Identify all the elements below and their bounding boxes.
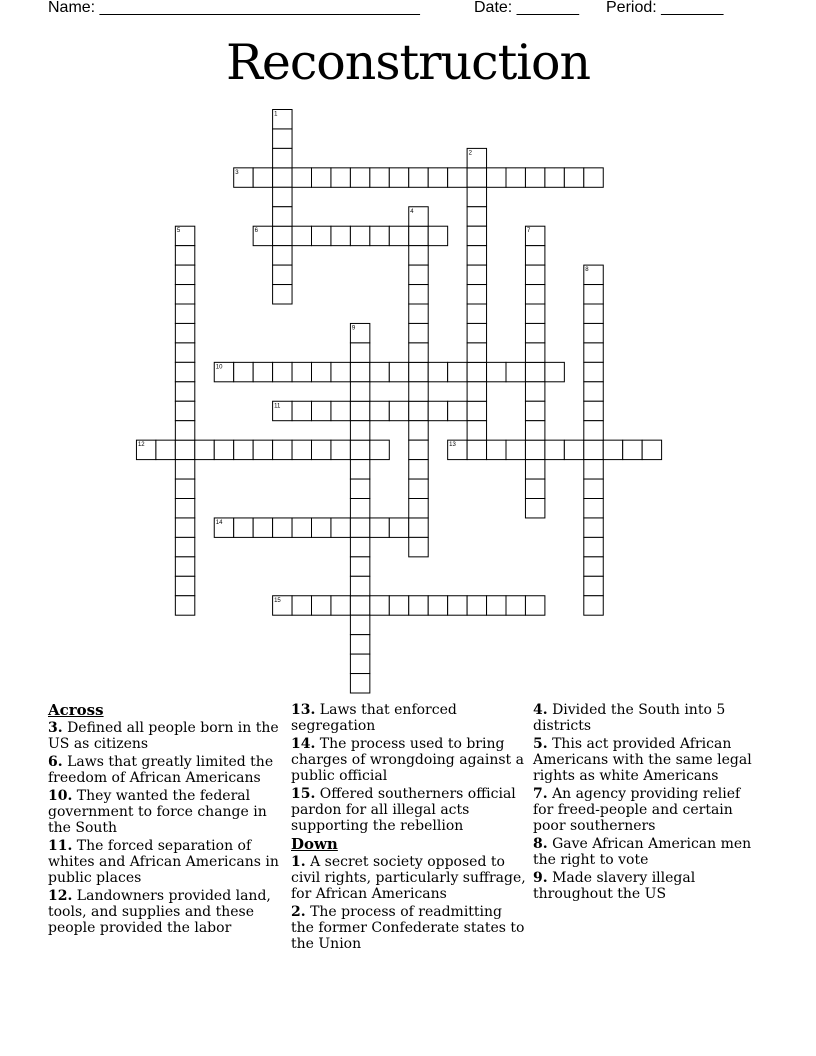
grid-cell[interactable] <box>467 187 486 206</box>
clue-text: The process used to bring charges of wrongdoing against a public official <box>291 736 524 784</box>
grid-cell[interactable] <box>467 343 486 362</box>
clue-number: 14. <box>291 736 316 752</box>
grid-cell[interactable] <box>409 460 428 479</box>
cell-number: 7 <box>526 228 531 235</box>
grid-cell[interactable] <box>389 226 408 245</box>
clue-text: The process of readmitting the former Confederate states to the Union <box>291 904 525 952</box>
grid-cell[interactable] <box>525 479 544 498</box>
grid-cell[interactable] <box>448 596 467 615</box>
grid-cell[interactable] <box>564 440 583 459</box>
grid-cell[interactable] <box>467 285 486 304</box>
grid-cell[interactable] <box>370 401 389 420</box>
grid-cell[interactable] <box>467 323 486 342</box>
grid-cell[interactable] <box>175 401 194 420</box>
grid-cell[interactable] <box>467 382 486 401</box>
clue-number: 13. <box>291 702 316 718</box>
grid-cell[interactable] <box>273 362 292 381</box>
grid-cell[interactable] <box>525 285 544 304</box>
grid-cell[interactable] <box>525 168 544 187</box>
grid-cell[interactable] <box>350 440 369 459</box>
grid-cell[interactable] <box>525 343 544 362</box>
grid-cell[interactable] <box>331 226 350 245</box>
grid-cell[interactable] <box>234 440 253 459</box>
grid-cell[interactable] <box>175 460 194 479</box>
grid-cell[interactable] <box>409 479 428 498</box>
grid-cell[interactable] <box>467 421 486 440</box>
grid-cell[interactable] <box>273 226 292 245</box>
grid-cell[interactable] <box>584 421 603 440</box>
name-field[interactable]: Name: ____________________________________ <box>48 0 420 16</box>
grid-cell[interactable] <box>312 168 331 187</box>
grid-cell[interactable] <box>350 674 369 693</box>
grid-cell[interactable] <box>584 343 603 362</box>
grid-cell[interactable] <box>467 596 486 615</box>
clues-column-3 <box>533 702 763 904</box>
grid-cell[interactable] <box>409 401 428 420</box>
grid-cell[interactable] <box>525 265 544 284</box>
grid-cell[interactable] <box>175 557 194 576</box>
grid-cell[interactable] <box>584 460 603 479</box>
grid-cell[interactable] <box>545 168 564 187</box>
period-field[interactable]: Period: _______ <box>606 0 724 16</box>
grid-cell[interactable] <box>467 362 486 381</box>
grid-cell[interactable] <box>584 285 603 304</box>
grid-cell[interactable] <box>525 362 544 381</box>
grid-cell[interactable] <box>253 440 272 459</box>
grid-cell[interactable] <box>525 323 544 342</box>
grid-cell[interactable] <box>273 207 292 226</box>
grid-cell[interactable] <box>409 382 428 401</box>
grid-cell[interactable] <box>584 537 603 556</box>
clue-text: Gave African American men the right to vote <box>533 836 752 868</box>
grid-cell[interactable] <box>350 343 369 362</box>
grid-cell[interactable] <box>409 285 428 304</box>
clue-number: 11. <box>48 838 73 854</box>
cell-number: 13 <box>449 442 456 449</box>
grid-cell[interactable] <box>331 518 350 537</box>
clue-item <box>48 788 284 836</box>
grid-cell[interactable] <box>409 421 428 440</box>
grid-cell[interactable] <box>253 168 272 187</box>
grid-cell[interactable] <box>175 499 194 518</box>
grid-cell[interactable] <box>409 362 428 381</box>
grid-cell[interactable] <box>642 440 661 459</box>
grid-cell[interactable] <box>175 246 194 265</box>
grid-cell[interactable] <box>584 479 603 498</box>
clue-item <box>48 720 284 752</box>
grid-cell[interactable] <box>175 440 194 459</box>
grid-cell[interactable] <box>409 518 428 537</box>
clue-number: 15. <box>291 786 316 802</box>
cell-number: 14 <box>215 519 223 526</box>
grid-cell[interactable] <box>370 440 389 459</box>
grid-cell[interactable] <box>525 246 544 265</box>
grid-cell[interactable] <box>467 440 486 459</box>
grid-cell[interactable] <box>409 226 428 245</box>
grid-cell[interactable] <box>292 440 311 459</box>
clue-number: 8. <box>533 836 548 852</box>
clue-number: 3. <box>48 720 63 736</box>
grid-cell[interactable] <box>370 596 389 615</box>
clue-number: 5. <box>533 736 548 752</box>
cell-number: 3 <box>235 169 239 176</box>
clue-item <box>533 786 763 834</box>
grid-cell[interactable] <box>175 265 194 284</box>
grid-cell[interactable] <box>350 635 369 654</box>
grid-cell[interactable] <box>331 401 350 420</box>
grid-cell[interactable] <box>292 518 311 537</box>
grid-cell[interactable] <box>370 362 389 381</box>
clue-item <box>533 836 763 868</box>
grid-cell[interactable] <box>370 168 389 187</box>
clue-text: A secret society opposed to civil rights, particularly suffrage, for African Americans <box>291 854 526 902</box>
clue-item <box>291 854 527 902</box>
cell-number: 12 <box>137 442 145 449</box>
grid-cell[interactable] <box>409 246 428 265</box>
grid-cell[interactable] <box>467 226 486 245</box>
grid-cell[interactable] <box>409 265 428 284</box>
across-heading: Across <box>48 701 104 719</box>
grid-cell[interactable] <box>428 168 447 187</box>
cell-number: 4 <box>410 208 414 215</box>
grid-cell[interactable] <box>525 499 544 518</box>
grid-cell[interactable] <box>350 382 369 401</box>
clues-column-1 <box>48 702 284 938</box>
grid-cell[interactable] <box>448 362 467 381</box>
grid-cell[interactable] <box>389 401 408 420</box>
grid-cell[interactable] <box>409 323 428 342</box>
grid-cell[interactable] <box>389 596 408 615</box>
grid-cell[interactable] <box>584 382 603 401</box>
grid-cell[interactable] <box>409 343 428 362</box>
page-title: Reconstruction <box>225 34 591 91</box>
clue-item <box>533 736 763 784</box>
grid-cell[interactable] <box>409 499 428 518</box>
grid-cell[interactable] <box>350 168 369 187</box>
cell-number: 10 <box>215 364 223 371</box>
grid-cell[interactable] <box>409 168 428 187</box>
grid-cell[interactable] <box>409 304 428 323</box>
grid-cell[interactable] <box>175 382 194 401</box>
grid-cell[interactable] <box>584 499 603 518</box>
grid-cell[interactable] <box>525 596 544 615</box>
grid-cell[interactable] <box>428 226 447 245</box>
clue-text: Laws that enforced segregation <box>291 702 457 734</box>
grid-cell[interactable] <box>525 382 544 401</box>
grid-cell[interactable] <box>175 479 194 498</box>
clue-number: 1. <box>291 854 306 870</box>
grid-cell[interactable] <box>234 362 253 381</box>
grid-cell[interactable] <box>273 265 292 284</box>
grid-cell[interactable] <box>331 168 350 187</box>
grid-cell[interactable] <box>331 596 350 615</box>
clue-text: Divided the South into 5 districts <box>533 702 726 734</box>
grid-cell[interactable] <box>175 518 194 537</box>
grid-cell[interactable] <box>525 304 544 323</box>
grid-cell[interactable] <box>273 129 292 148</box>
grid-cell[interactable] <box>564 168 583 187</box>
grid-cell[interactable] <box>350 518 369 537</box>
grid-cell[interactable] <box>175 576 194 595</box>
grid-cell[interactable] <box>350 537 369 556</box>
grid-cell[interactable] <box>584 304 603 323</box>
grid-cell[interactable] <box>273 148 292 167</box>
clue-text: Made slavery illegal throughout the US <box>533 870 696 902</box>
cell-number: 5 <box>176 228 181 235</box>
grid-cell[interactable] <box>273 518 292 537</box>
cell-number: 1 <box>274 111 278 118</box>
grid-cell[interactable] <box>467 168 486 187</box>
grid-cell[interactable] <box>525 401 544 420</box>
grid-cell[interactable] <box>370 226 389 245</box>
grid-cell[interactable] <box>584 518 603 537</box>
grid-cell[interactable] <box>331 362 350 381</box>
clue-text: The forced separation of whites and African Americans in public places <box>48 838 279 886</box>
clue-text: They wanted the federal government to force change in the South <box>48 788 267 836</box>
grid-cell[interactable] <box>312 596 331 615</box>
grid-cell[interactable] <box>350 226 369 245</box>
cell-number: 11 <box>274 403 281 410</box>
grid-cell[interactable] <box>214 440 233 459</box>
grid-cell[interactable] <box>506 362 525 381</box>
grid-cell[interactable] <box>350 421 369 440</box>
grid-cell[interactable] <box>195 440 214 459</box>
clue-text: An agency providing relief for freed-people and certain poor southerners <box>533 786 741 834</box>
grid-cell[interactable] <box>603 440 622 459</box>
grid-cell[interactable] <box>506 168 525 187</box>
grid-cell[interactable] <box>175 421 194 440</box>
grid-cell[interactable] <box>370 518 389 537</box>
grid-cell[interactable] <box>292 362 311 381</box>
grid-cell[interactable] <box>467 207 486 226</box>
grid-cell[interactable] <box>525 440 544 459</box>
grid-cell[interactable] <box>350 479 369 498</box>
clue-number: 2. <box>291 904 306 920</box>
clue-number: 9. <box>533 870 548 886</box>
grid-cell[interactable] <box>175 596 194 615</box>
grid-cell[interactable] <box>292 401 311 420</box>
grid-cell[interactable] <box>175 285 194 304</box>
grid-cell[interactable] <box>253 362 272 381</box>
grid-cell[interactable] <box>525 460 544 479</box>
cell-number: 2 <box>468 150 472 157</box>
clue-item <box>48 754 284 786</box>
grid-cell[interactable] <box>156 440 175 459</box>
clue-item <box>533 702 763 734</box>
grid-cell[interactable] <box>506 440 525 459</box>
down-heading: Down <box>291 835 338 853</box>
grid-cell[interactable] <box>350 362 369 381</box>
cell-number: 8 <box>585 267 589 274</box>
grid-cell[interactable] <box>467 304 486 323</box>
grid-cell[interactable] <box>428 596 447 615</box>
grid-cell[interactable] <box>428 401 447 420</box>
cell-number: 15 <box>274 597 281 604</box>
clue-number: 12. <box>48 888 73 904</box>
grid-cell[interactable] <box>331 440 350 459</box>
grid-cell[interactable] <box>448 401 467 420</box>
clue-item <box>291 786 527 834</box>
grid-cell[interactable] <box>584 596 603 615</box>
grid-cell[interactable] <box>350 596 369 615</box>
grid-cell[interactable] <box>273 440 292 459</box>
clue-number: 4. <box>533 702 548 718</box>
grid-cell[interactable] <box>409 596 428 615</box>
clue-item <box>48 838 284 886</box>
grid-cell[interactable] <box>487 596 506 615</box>
grid-cell[interactable] <box>389 518 408 537</box>
clue-text: Laws that greatly limited the freedom of African Americans <box>48 754 274 786</box>
grid-cell[interactable] <box>487 362 506 381</box>
grid-cell[interactable] <box>584 557 603 576</box>
grid-cell[interactable] <box>545 440 564 459</box>
clue-text: Defined all people born in the US as citizens <box>48 720 279 752</box>
grid-cell[interactable] <box>545 362 564 381</box>
grid-cell[interactable] <box>487 168 506 187</box>
grid-cell[interactable] <box>175 323 194 342</box>
clue-text: Landowners provided land, tools, and supplies and these people provided the labor <box>48 888 271 936</box>
grid-cell[interactable] <box>350 576 369 595</box>
grid-cell[interactable] <box>350 499 369 518</box>
grid-cell[interactable] <box>467 265 486 284</box>
clue-item <box>291 702 527 734</box>
grid-cell[interactable] <box>487 440 506 459</box>
clue-item <box>533 870 763 902</box>
grid-cell[interactable] <box>584 440 603 459</box>
clue-text: This act provided African Americans with the same legal rights as white Americans <box>533 736 752 784</box>
grid-cell[interactable] <box>584 401 603 420</box>
grid-cell[interactable] <box>350 401 369 420</box>
grid-cell[interactable] <box>234 518 253 537</box>
grid-cell[interactable] <box>389 362 408 381</box>
grid-cell[interactable] <box>312 440 331 459</box>
grid-cell[interactable] <box>409 440 428 459</box>
grid-cell[interactable] <box>273 187 292 206</box>
grid-cell[interactable] <box>467 401 486 420</box>
grid-cell[interactable] <box>584 323 603 342</box>
clue-number: 6. <box>48 754 63 770</box>
grid-cell[interactable] <box>175 343 194 362</box>
grid-cell[interactable] <box>312 362 331 381</box>
grid-cell[interactable] <box>312 401 331 420</box>
grid-cell[interactable] <box>312 518 331 537</box>
grid-cell[interactable] <box>292 168 311 187</box>
cell-number: 6 <box>254 228 258 235</box>
clues-column-2 <box>291 702 527 954</box>
grid-cell[interactable] <box>584 576 603 595</box>
grid-cell[interactable] <box>525 421 544 440</box>
grid-cell[interactable] <box>253 518 272 537</box>
grid-cell[interactable] <box>428 362 447 381</box>
date-field[interactable]: Date: _______ <box>474 0 579 16</box>
grid-cell[interactable] <box>175 537 194 556</box>
grid-cell[interactable] <box>292 226 311 245</box>
grid-cell[interactable] <box>273 168 292 187</box>
grid-cell[interactable] <box>273 246 292 265</box>
grid-cell[interactable] <box>350 654 369 673</box>
grid-cell[interactable] <box>584 362 603 381</box>
clue-text: Offered southerners official pardon for all illegal acts supporting the rebellion <box>291 786 516 834</box>
clue-item <box>48 888 284 936</box>
grid-cell[interactable] <box>623 440 642 459</box>
grid-cell[interactable] <box>273 285 292 304</box>
clue-number: 7. <box>533 786 548 802</box>
cell-number: 9 <box>351 325 356 332</box>
grid-cell[interactable] <box>467 246 486 265</box>
grid-cell[interactable] <box>506 596 525 615</box>
clue-item <box>291 904 527 952</box>
clue-number: 10. <box>48 788 73 804</box>
grid-cell[interactable] <box>584 168 603 187</box>
grid-cell[interactable] <box>312 226 331 245</box>
grid-cell[interactable] <box>175 304 194 323</box>
grid-cell[interactable] <box>350 460 369 479</box>
clue-item <box>291 736 527 784</box>
grid-cell[interactable] <box>175 362 194 381</box>
grid-cell[interactable] <box>448 168 467 187</box>
grid-cell[interactable] <box>389 168 408 187</box>
grid-cell[interactable] <box>292 596 311 615</box>
grid-cell[interactable] <box>409 537 428 556</box>
grid-cell[interactable] <box>350 557 369 576</box>
grid-cell[interactable] <box>350 615 369 634</box>
